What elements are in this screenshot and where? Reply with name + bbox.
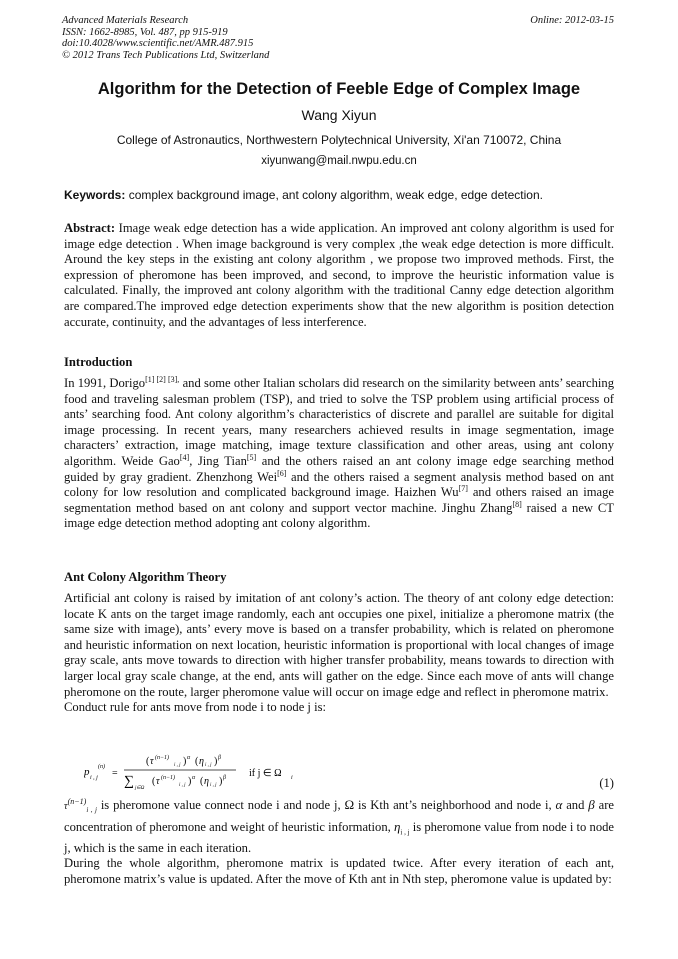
svg-text:): ) bbox=[214, 756, 218, 767]
equation-number: (1) bbox=[599, 776, 614, 790]
intro-text-3: , Jing Tian bbox=[189, 453, 247, 468]
ref-8: [8] bbox=[512, 499, 522, 509]
eq-tau-num: τ bbox=[150, 756, 154, 767]
symbol-explanation bbox=[64, 797, 614, 887]
abstract bbox=[64, 221, 614, 330]
alpha-symbol: α bbox=[555, 797, 563, 812]
svg-text:): ) bbox=[188, 776, 192, 787]
svg-text:(: ( bbox=[195, 756, 199, 767]
journal-name: Advanced Materials Research bbox=[62, 15, 189, 26]
eq-beta-2: β bbox=[223, 775, 226, 781]
beta-symbol: β bbox=[588, 797, 595, 812]
eq-condition: if j ∈ Ω bbox=[249, 768, 282, 779]
expl-text-3: and bbox=[562, 798, 589, 812]
ref-5: [5] bbox=[246, 452, 257, 462]
theory-text: Artificial ant colony is raised by imitation of ant colony’s action. The theory of ant colony edge detection: locate K ants on the target image randomly, each ant occupies one pixel, initialize a pheromone matrix (the same size with image), ants’ every move is based on a transfer probability, which is related on pheromone and heuristic information on next location, heuristic information is proportional with local changes of image gray scale, ants move towards to direction with higher transfer probability, means towards to direction with larger local gray scale change, at the end, ants will gather on the edge. Since each move of ants will change pheromone on the route, larger pheromone value will occur on image edge and reflect in pheromone matrix. bbox=[64, 591, 614, 699]
intro-text-4: and the others raised an ant colony image edge searching method guided by gray gradient. Zhenzhong Wei bbox=[64, 453, 614, 484]
eq-ij-4: i , j bbox=[210, 783, 217, 788]
keywords bbox=[64, 188, 618, 202]
intro-heading: Introduction bbox=[64, 355, 133, 369]
svg-text:(: ( bbox=[146, 756, 150, 767]
ref-4: [4] bbox=[179, 452, 190, 462]
journal-meta bbox=[62, 15, 269, 61]
eq-tau-den: τ bbox=[156, 776, 160, 787]
keywords-label: Keywords: bbox=[64, 188, 126, 202]
doi: doi:10.4028/www.scientific.net/AMR.487.915 bbox=[62, 38, 254, 49]
theory-paragraph bbox=[64, 591, 614, 716]
eta-symbol: η bbox=[393, 818, 401, 834]
eq-beta-1: β bbox=[218, 755, 221, 761]
svg-text:(: ( bbox=[152, 776, 156, 787]
eta-symbol-sub: i , j bbox=[400, 828, 410, 837]
expl-text-4: are concentration of pheromone and weight of heuristic information, bbox=[64, 798, 615, 834]
tau-symbol-sub: i , j bbox=[86, 806, 97, 814]
eq-lhs-sup: (n) bbox=[98, 764, 105, 770]
copyright: © 2012 Trans Tech Publications Ltd, Switzerland bbox=[62, 49, 270, 61]
eq-ij-1: i , j bbox=[174, 763, 181, 768]
intro-text-1: In 1991, Dorigo bbox=[64, 376, 146, 390]
update-text: During the whole algorithm, pheromone matrix is updated twice. After every iteration of each ant, pheromone matrix’s value is updated. After the move of Kth ant in Nth step, pheromone value is updated by: bbox=[64, 856, 614, 886]
issn: ISSN: 1662-8985, Vol. 487, pp 915-919 bbox=[62, 26, 228, 38]
paper-title: Algorithm for the Detection of Feeble Edge of Complex Image bbox=[97, 80, 581, 98]
eq-eta-num: η bbox=[199, 756, 204, 767]
eq-alpha-2: α bbox=[192, 775, 196, 781]
eq-sum-sub: j∈Ω bbox=[135, 786, 145, 791]
keywords-text: complex background image, ant colony algorithm, weak edge, edge detection. bbox=[125, 188, 543, 202]
eq-ij-2: i , j bbox=[205, 763, 212, 768]
svg-text:): ) bbox=[183, 756, 187, 767]
eq-sum: ∑ bbox=[124, 774, 134, 789]
svg-text:=: = bbox=[112, 768, 118, 779]
ref-1-3: [1] [2] [3], bbox=[145, 375, 180, 384]
ref-6: [6] bbox=[277, 468, 287, 478]
eq-tau-sup-den: (n−1) bbox=[161, 775, 176, 781]
online-date: Online: 2012-03-15 bbox=[530, 15, 614, 26]
eq-condition-sub: i bbox=[291, 775, 293, 781]
tau-symbol-sup: (n−1) bbox=[67, 797, 87, 806]
intro-text-7: raised a new CT image edge detection method adopting ant colony algorithm. bbox=[64, 500, 614, 531]
expl-text-2: is Kth ant’s neighborhood and node i, bbox=[354, 798, 556, 812]
affiliation: College of Astronautics, Northwestern Polytechnical University, Xi'an 710072, China bbox=[116, 133, 562, 147]
intro-paragraph bbox=[64, 376, 614, 532]
svg-text:(: ( bbox=[200, 776, 204, 787]
eq-lhs: p bbox=[84, 766, 90, 778]
expl-text-5: is pheromone value from node i to node j, which is the same in each iteration. bbox=[64, 819, 615, 855]
theory-heading: Ant Colony Algorithm Theory bbox=[64, 570, 227, 584]
svg-text:): ) bbox=[219, 776, 223, 787]
email: xiyunwang@mail.nwpu.edu.cn bbox=[261, 155, 417, 167]
eq-ij-3: i , j bbox=[179, 783, 186, 788]
eq-eta-den: η bbox=[204, 776, 209, 787]
intro-text-6: and others raised an image segmentation method based on ant colony and support vector machine. Jinghu Zhang bbox=[64, 485, 615, 515]
eq-tau-sup-num: (n−1) bbox=[155, 755, 170, 761]
tau-symbol bbox=[64, 797, 97, 814]
omega-symbol: Ω bbox=[344, 797, 355, 812]
author: Wang Xiyun bbox=[301, 107, 377, 123]
abstract-text: Image weak edge detection has a wide application. An improved ant colony algorithm is used for image edge detection . When image background is very complex ,the weak edge detection is more difficult. Around the key steps in the existing ant colony algorithm , we propose two improved methods. First, the expression of pheromone has been improved, and second, to improve the heuristic information value is calculated. Finally, the improved ant colony algorithm with the traditional Canny edge detection algorithm are compared.The improved edge detection experiments show that the new algorithm is position detection accurate, continuity, and the advantages of less interference. bbox=[64, 221, 614, 329]
expl-text-1: is pheromone value connect node i and node j, bbox=[96, 798, 345, 812]
intro-text-2: and some other Italian scholars did research on the similarity between ants’ searching food and traveling salesman problem (TSP), and tried to solve the TSP problem using artificial process of ants’ searching food. Ant colony algorithm’s characteristics of discrete and parallel are suitable for digital image processing. In recent years, many researchers achieved results in image segmentation, image characters’ extraction, image matching, image texture classification and other areas, using ant colony algorithm. Weide Gao bbox=[64, 376, 615, 468]
equation-1 bbox=[84, 753, 344, 791]
intro-text-5: and the others raised a segment analysis method based on ant colony for low resolution and complicated background image. Haizhen Wu bbox=[64, 469, 614, 500]
conduct-rule: Conduct rule for ants move from node i to node j is: bbox=[64, 700, 326, 715]
abstract-label: Abstract: bbox=[64, 221, 116, 235]
eq-lhs-sub: i , j bbox=[90, 775, 98, 781]
tau-glyph: τ bbox=[64, 801, 68, 812]
eq-alpha-1: α bbox=[187, 755, 191, 761]
ref-7: [7] bbox=[458, 484, 468, 494]
